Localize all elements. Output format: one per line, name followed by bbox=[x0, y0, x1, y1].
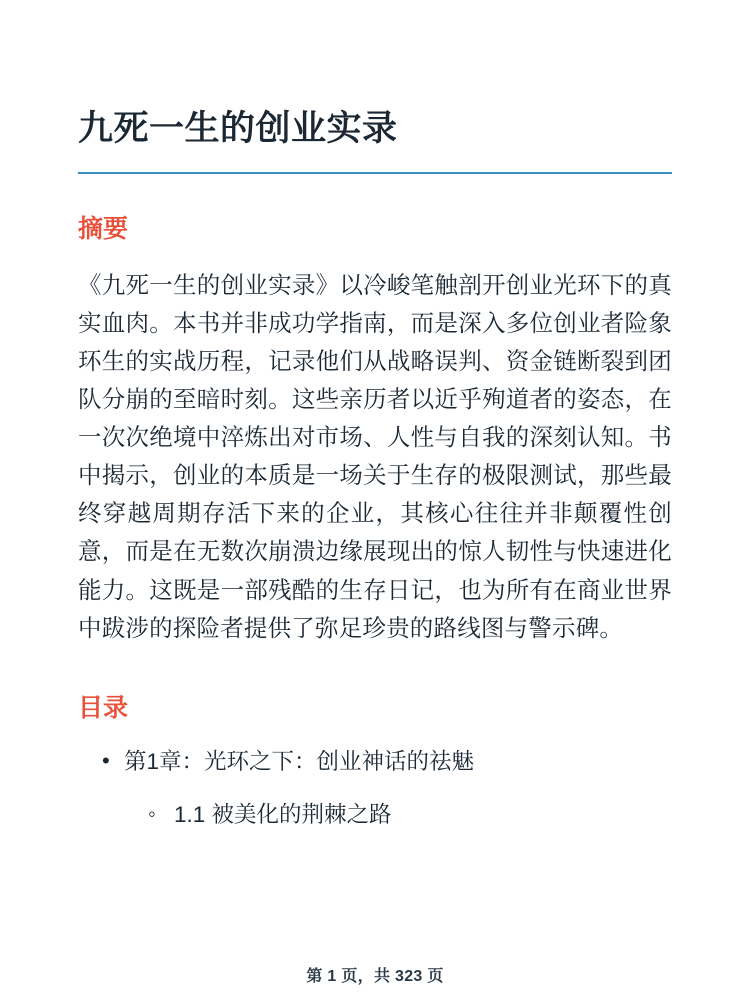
abstract-heading: 摘要 bbox=[78, 215, 129, 243]
toc-entry-section-1-1[interactable]: ◦ 1.1 被美化的荆棘之路 bbox=[78, 798, 672, 832]
page-footer: 第 1 页，共 323 页 bbox=[306, 968, 444, 985]
toc-entry-chapter-1[interactable]: • 第1章：光环之下：创业神话的祛魅 bbox=[78, 745, 672, 779]
title-divider bbox=[78, 172, 672, 174]
toc-heading: 目录 bbox=[78, 693, 129, 722]
table-of-contents bbox=[78, 745, 672, 833]
abstract-body: 《九死一生的创业实录》以冷峻笔触剖开创业光环下的真实血肉。本书并非成功学指南，而是深入多位创业者险象环生的实战历程，记录他们从战略误判、资金链断裂到团队分崩的至暗时刻。这些亲历者以近乎殉道者的姿态，在一次次绝境中淬炼出对市场、人性与自我的深刻认知。书中揭示，创业的本质是一场关于生存的极限测试，那些最终穿越周期存活下来的企业，其核心往往并非颠覆性创意，而是在无数次崩溃边缘展现出的惊人韧性与快速进化能力。这既是一部残酷的生存日记，也为所有在商业世界中跋涉的探险者提供了弥足珍贵的路线图与警示碑。 bbox=[78, 272, 672, 641]
page-title: 九死一生的创业实录 bbox=[78, 109, 398, 148]
